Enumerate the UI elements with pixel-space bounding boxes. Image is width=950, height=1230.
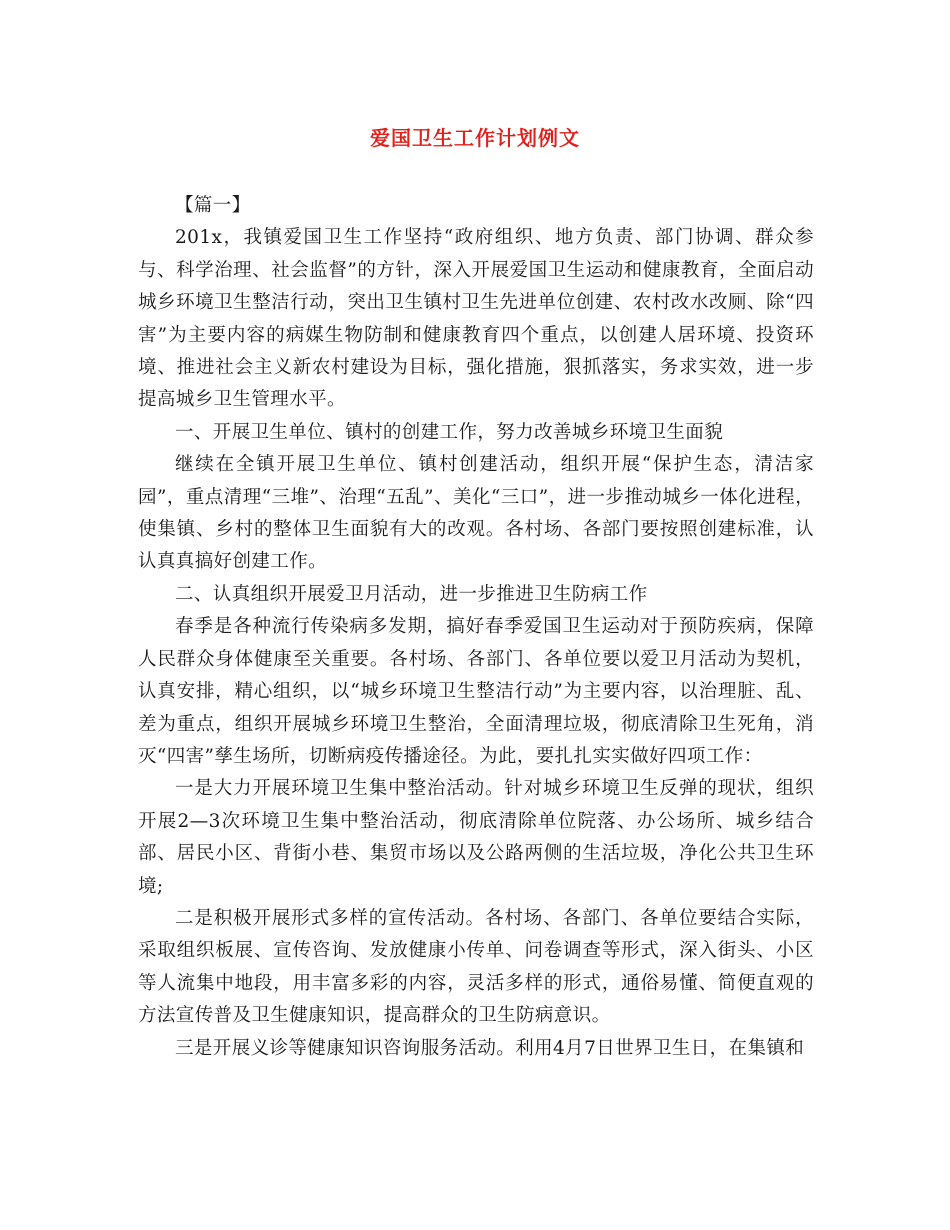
paragraph-task-1: 一是大力开展环境卫生集中整治活动。针对城乡环境卫生反弹的现状，组织开展2—3次环境卫生集中整治活动，彻底清除单位院落、办公场所、城乡结合部、居民小区、背街小巷、集贸市场以及公路两侧的生活垃圾，净化公共卫生环境; — [138, 778, 814, 897]
paragraph-spring: 春季是各种流行传染病多发期，搞好春季爱国卫生运动对于预防疾病，保障人民群众身体健康至关重要。各村场、各部门、各单位要以爱卫月活动为契机，认真安排，精心组织，以“城乡环境卫生整洁行动”为主要内容，以治理脏、乱、差为重点，组织开展城乡环境卫生整治，全面清理垃圾，彻底清除卫生死角，消灭“四害”孳生场所，切断病疫传播途径。为此，要扎扎实实做好四项工作： — [138, 616, 814, 767]
section-heading-1: 一、开展卫生单位、镇村的创建工作，努力改善城乡环境卫生面貌 — [175, 421, 724, 443]
section-label: 【篇一】 — [175, 195, 251, 216]
paragraph-intro: 201x，我镇爱国卫生工作坚持“政府组织、地方负责、部门协调、群众参与、科学治理、社会监督”的方针，深入开展爱国卫生运动和健康教育，全面启动城乡环境卫生整洁行动，突出卫生镇村卫生先进单位创建、农村改水改厕、除“四害”为主要内容的病媒生物防制和健康教育四个重点，以创建人居环境、投资环境、推进社会主义新农村建设为目标，强化措施，狠抓落实，务求实效，进一步提高城乡卫生管理水平。 — [138, 227, 814, 411]
section-heading-2: 二、认真组织开展爱卫月活动，进一步推进卫生防病工作 — [175, 583, 648, 605]
document-body — [138, 190, 814, 1065]
paragraph-creation: 继续在全镇开展卫生单位、镇村创建活动，组织开展“保护生态，清洁家园”，重点清理“三堆”、治理“五乱”、美化“三口”，进一步推动城乡一体化进程，使集镇、乡村的整体卫生面貌有大的改观。各村场、各部门要按照创建标准，认认真真搞好创建工作。 — [138, 454, 814, 573]
paragraph-task-2: 二是积极开展形式多样的宣传活动。各村场、各部门、各单位要结合实际，采取组织板展、宣传咨询、发放健康小传单、问卷调查等形式，深入街头、小区等人流集中地段，用丰富多彩的内容，灵活多样的形式，通俗易懂、简便直观的方法宣传普及卫生健康知识，提高群众的卫生防病意识。 — [138, 907, 814, 1027]
paragraph-task-3: 三是开展义诊等健康知识咨询服务活动。利用4月7日世界卫生日，在集镇和 — [175, 1037, 805, 1059]
document-title: 爱国卫生工作计划例文 — [370, 126, 580, 150]
